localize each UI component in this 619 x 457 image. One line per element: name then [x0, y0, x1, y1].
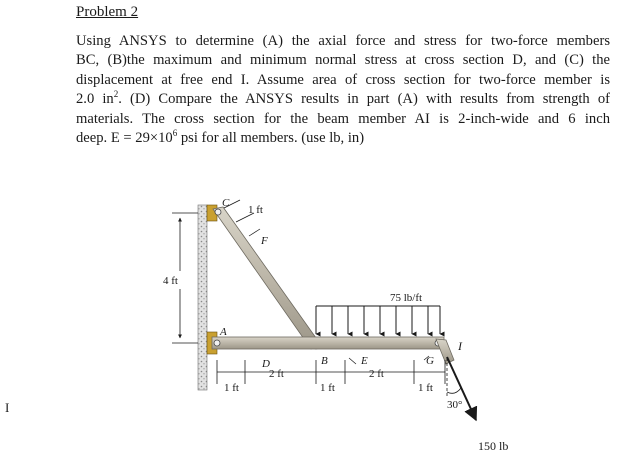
margin-mark: I: [5, 400, 10, 415]
angle-arc: [447, 388, 461, 393]
span-5: 1 ft: [418, 382, 433, 394]
span-4: 2 ft: [369, 368, 384, 380]
problem-heading: Problem 2: [76, 4, 139, 20]
label-c: C: [222, 197, 230, 209]
label-g: G: [426, 355, 434, 367]
label-b: B: [321, 355, 328, 367]
distributed-load: [316, 306, 440, 334]
span-2: 2 ft: [269, 368, 284, 380]
area-exponent: 2: [113, 89, 119, 100]
beam-ai: [212, 337, 444, 349]
statement-line-2: BC, (B)the maximum and minimum normal stress at cross section D, and (C) the: [76, 52, 610, 69]
load-angle: 30°: [447, 399, 463, 411]
leader-f: [249, 229, 260, 236]
modulus-exponent: 6: [172, 128, 178, 139]
label-f: F: [261, 235, 268, 247]
statement-line-3: displacement at free end I. Assume area of cross section for two-force member is: [76, 71, 610, 88]
label-i: I: [458, 339, 462, 353]
label-top-span: 1 ft: [248, 204, 263, 216]
force-magnitude: 150 lb: [478, 439, 509, 453]
label-e: E: [361, 355, 368, 367]
modulus-value: deep. E = 29×10: [76, 130, 173, 147]
area-value: 2.0 in: [76, 91, 114, 108]
pin-a: [214, 340, 220, 346]
label-d: D: [262, 358, 270, 370]
load-intensity: 75 lb/ft: [390, 292, 423, 304]
span-dimensions: [217, 360, 445, 384]
line-4-rest: . (D) Compare the ANSYS results in part (A) with results from strength of: [118, 91, 610, 108]
wall-support: [198, 205, 207, 390]
label-height: 4 ft: [163, 275, 178, 287]
span-1: 1 ft: [224, 382, 239, 394]
leader-e: [349, 358, 356, 364]
pin-c: [215, 209, 221, 215]
member-cb: [213, 207, 321, 349]
span-3: 1 ft: [320, 382, 335, 394]
line-6-rest: psi for all members. (use lb, in): [177, 130, 365, 147]
label-a: A: [220, 326, 227, 338]
statement-line-5: materials. The cross section for the beam member AI is 2-inch-wide and 6 inch: [76, 110, 610, 127]
statement-line-1: Using ANSYS to determine (A) the axial force and stress for two-force members: [76, 33, 610, 49]
